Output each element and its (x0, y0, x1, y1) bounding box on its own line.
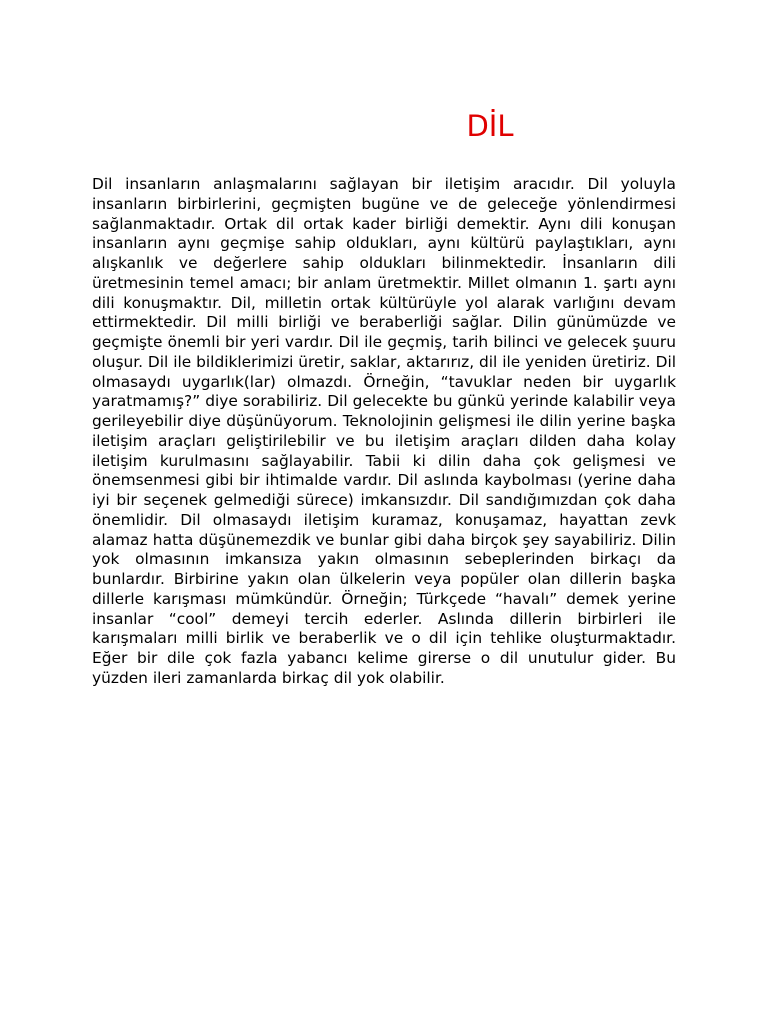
document-body-paragraph: Dil insanların anlaşmalarını sağlayan bir iletişim aracıdır. Dil yoluyla insanların birbirlerini, geçmişten bugüne ve de geleceğe yönlendirmesi sağlanmaktadır. Ortak dil ortak kader birliği demektir. Aynı dili konuşan insanların aynı geçmişe sahip oldukları, aynı kültürü paylaştıkları, aynı alışkanlık ve değerlere sahip oldukları bilinmektedir. İnsanların dili üretmesinin temel amacı; bir anlam üretmektir. Millet olmanın 1. şartı aynı dili konuşmaktır. Dil, milletin ortak kültürüyle yol alarak varlığını devam ettirmektedir. Dil milli birliği ve beraberliği sağlar. Dilin günümüzde ve geçmişte önemli bir yeri vardır. Dil ile geçmiş, tarih bilinci ve gelecek şuuru oluşur. Dil ile bildiklerimizi üretir, saklar, aktarırız, dil ile yeniden üretiriz. Dil olmasaydı uygarlık(lar) olmazdı. Örneğin, “tavuklar neden bir uygarlık yaratmamış?” diye sorabiliriz. Dil gelecekte bu günkü yerinde kalabilir veya gerileyebilir diye düşünüyorum. Teknolojinin gelişmesi ile dilin yerine başka iletişim araçları geliştirilebilir ve bu iletişim araçları dilden daha kolay iletişim kurulmasını sağlayabilir. Tabii ki dilin daha çok gelişmesi ve önemsenmesi gibi bir ihtimalde vardır. Dil aslında kaybolması (yerine daha iyi bir seçenek gelmediği sürece) imkansızdır. Dil sandığımızdan çok daha önemlidir. Dil olmasaydı iletişim kuramaz, konuşamaz, hayattan zevk alamaz hatta düşünemezdik ve bunlar gibi daha birçok şey sayabiliriz. Dilin yok olmasının imkansıza yakın olmasının sebeplerinden birkaçı da bunlardır. Birbirine yakın olan ülkelerin veya popüler olan dillerin başka dillerle karışması mümkündür. Örneğin; Türkçede “havalı” demek yerine insanlar “cool” demeyi tercih ederler. Aslında dillerin birbirleri ile karışmaları milli birlik ve beraberlik ve o dil için tehlike oluşturmaktadır. Eğer bir dile çok fazla yabancı kelime girerse o dil unutulur gider. Bu yüzden ileri zamanlarda birkaç dil yok olabilir. (92, 175, 676, 687)
document-title: DİL (466, 109, 514, 143)
